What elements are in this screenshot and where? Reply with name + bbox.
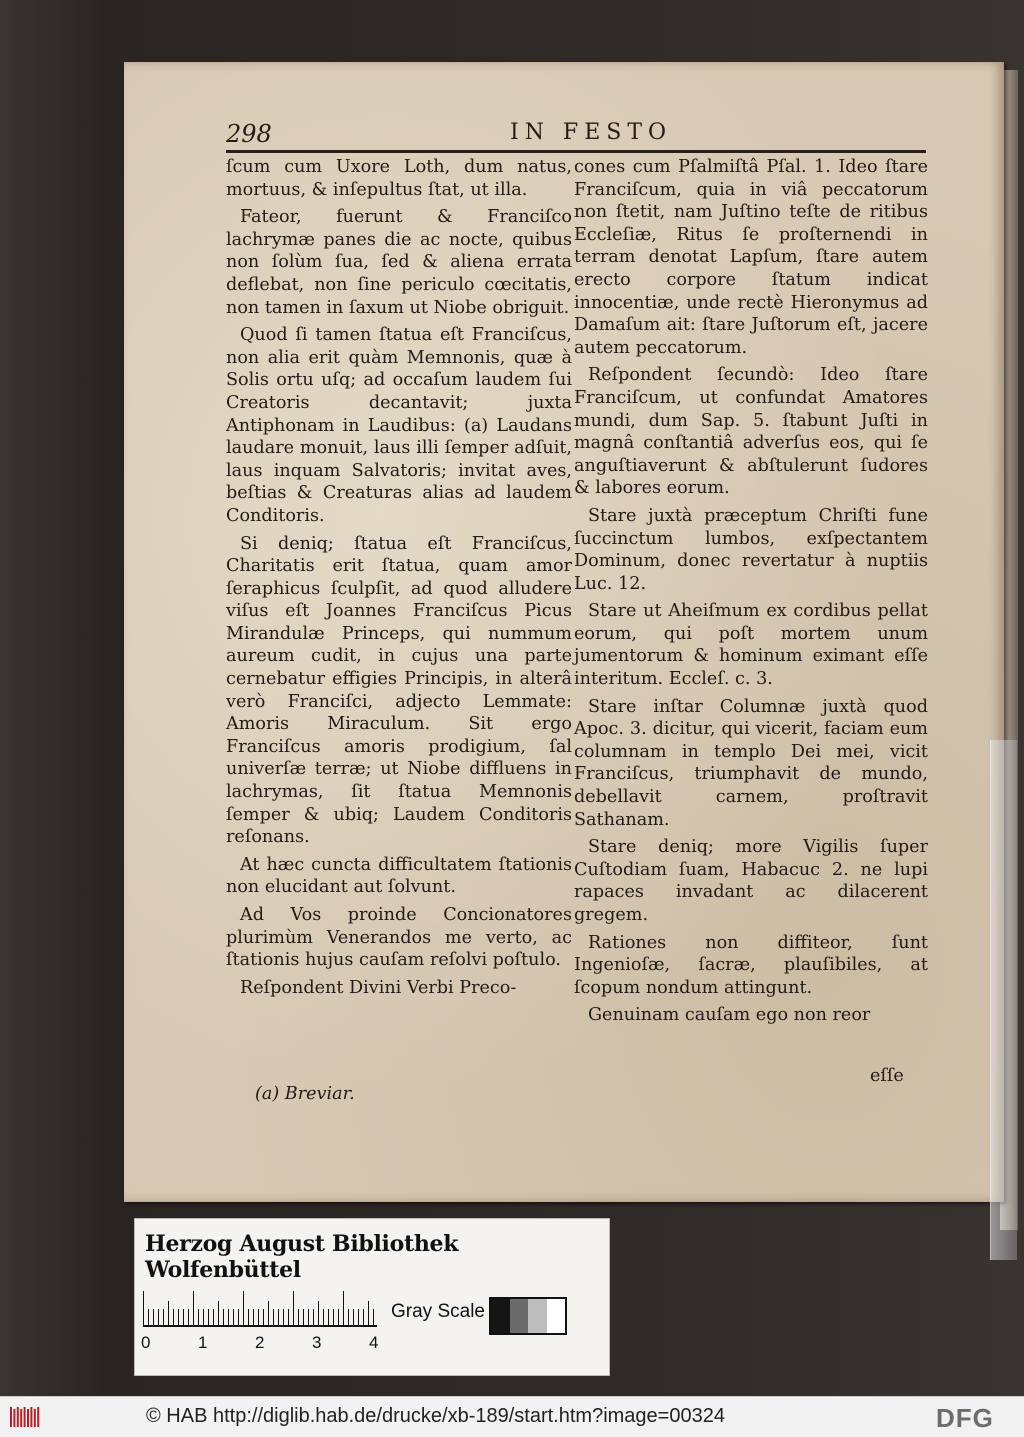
ruler-tick	[358, 1309, 359, 1325]
ruler-number: 0	[141, 1333, 151, 1352]
ruler-tick	[343, 1291, 344, 1325]
footer-bar	[0, 1396, 1024, 1437]
ruler-tick	[198, 1309, 199, 1325]
scale-ruler	[143, 1291, 377, 1327]
paragraph: At hæc cuncta difficultatem ſtationis non elucidant aut ſolvunt.	[226, 854, 572, 898]
ruler-tick	[298, 1309, 299, 1325]
ruler-tick	[213, 1309, 214, 1325]
paragraph: Reſpondent Divini Verbi Preco-	[240, 977, 517, 998]
ruler-tick	[328, 1309, 329, 1325]
hab-logo-bar	[24, 1407, 26, 1427]
hab-logo-bar	[27, 1409, 29, 1427]
ruler-number: 2	[255, 1333, 265, 1352]
ruler-tick	[278, 1309, 279, 1325]
ruler-tick	[268, 1301, 269, 1325]
ruler-tick	[203, 1309, 204, 1325]
ruler-tick	[303, 1309, 304, 1325]
header-rule	[226, 150, 926, 153]
paragraph: cones cum Pſalmiſtâ Pſal. 1. Ideo ſtare Franciſcum, quia in viâ peccatorum non ſtetit, nam Juſtino teſte de ritibus Eccleſiæ, Ritus ſe proſternendi in terram denotat Lapſum, ſtare autem erecto corpore ſtatum indicat innocentiæ, unde rectè Hieronymus ad Damaſum ait: ſtare Juſtorum eſt, jacere autem peccatorum.	[574, 157, 928, 358]
library-name: Herzog August Bibliothek Wolfenbüttel	[145, 1231, 459, 1283]
ruler-tick	[323, 1309, 324, 1325]
hab-logo-bar	[34, 1409, 36, 1427]
ruler-number: 4	[369, 1333, 379, 1352]
hab-logo-bar	[10, 1407, 12, 1427]
ruler-tick	[173, 1309, 174, 1325]
right-column	[574, 156, 928, 1032]
paragraph: Genuinam cauſam ego non reor	[588, 1005, 871, 1026]
ruler-tick	[168, 1301, 169, 1325]
paragraph: Stare ut Aheiſmum ex cordibus pellat eorum, qui poſt mortem unum jumentorum & hominum eximant eſſe interitum. Eccleſ. c. 3.	[574, 601, 928, 690]
hab-logo-bar	[17, 1407, 19, 1427]
ruler-tick	[363, 1309, 364, 1325]
running-head	[226, 116, 926, 150]
gray-swatch	[510, 1299, 529, 1333]
paragraph: Si deniq; ſtatua eſt Franciſcus, Charitatis erit ſtatua, quam amor ſeraphicus ſculpſit, ad quod alludere viſus eſt Joannes Franciſcus Picus Mirandulæ Princeps, qui nummum aureum cudit, in cujus una parte cernebatur effigies Principis, in alterâ verò Franciſci, adjecto Lemmate: Amoris Miraculum. Sit ergo Franciſcus amoris prodigium, ſal univerſæ terræ; ut Niobe diffluens in lachrymas, ſit ſtatua Memnonis ſemper & ubiq; Laudem Conditoris reſonans.	[226, 533, 572, 848]
ruler-tick	[353, 1309, 354, 1325]
gray-swatch	[491, 1299, 510, 1333]
hab-logo-icon	[8, 1405, 42, 1429]
dfg-logo: DFG	[936, 1403, 994, 1433]
paragraph: Stare inſtar Columnæ juxtà quod Apoc. 3. dicitur, qui vicerit, faciam eum columnam in templo Dei mei, vicit Franciſcus, triumphavit de mundo, debellavit carnem, proſtravit Sathanam.	[574, 696, 928, 830]
ruler-tick	[253, 1309, 254, 1325]
ruler-tick	[163, 1309, 164, 1325]
ruler-tick	[333, 1309, 334, 1325]
ruler-tick	[143, 1291, 144, 1325]
paragraph: Reſpondent ſecundò: Ideo ſtare Franciſcum, ut confundat Amatores mundi, dum Sap. 5. ſtabunt Juſti in magnâ conſtantiâ adverſus eos, qui ſe anguſtiaverunt & abſtulerunt ſudores & labores eorum.	[574, 365, 928, 499]
footer-copyright-link[interactable]: © HAB http://diglib.hab.de/drucke/xb-189/start.htm?image=00324	[146, 1405, 725, 1427]
hab-logo-bar	[20, 1409, 22, 1427]
paragraph: Rationes non diffiteor, ſunt Ingenioſæ, ſacræ, plauſibiles, at ſcopum nondum attingunt.	[574, 932, 928, 998]
ruler-tick	[283, 1309, 284, 1325]
ruler-tick	[228, 1309, 229, 1325]
paragraph: Fateor, fuerunt & Franciſco lachrymæ panes die ac nocte, quibus non ſolùm ſua, ſed & aliena errata deflebat, non ſine periculo cœcitatis, non tamen in ſaxum ut Niobe obriguit.	[226, 207, 572, 318]
ruler-tick	[178, 1309, 179, 1325]
ruler-tick	[273, 1309, 274, 1325]
ruler-tick	[308, 1309, 309, 1325]
ruler-tick	[248, 1309, 249, 1325]
running-title: IN FESTO	[510, 120, 673, 145]
hab-logo-bar	[30, 1407, 32, 1427]
ruler-tick	[288, 1309, 289, 1325]
page-number: 298	[226, 120, 272, 148]
glass-clip	[990, 740, 1017, 1260]
gray-swatch	[547, 1299, 566, 1333]
ruler-tick	[218, 1301, 219, 1325]
ruler-number: 1	[198, 1333, 208, 1352]
footnote: (a) Breviar.	[255, 1084, 355, 1104]
paragraph: Stare juxtà præceptum Chriſti fune ſuccinctum lumbos, exſpectantem Dominum, donec revertatur à nuptiis Luc. 12.	[574, 505, 928, 594]
ruler-tick	[373, 1309, 374, 1325]
paragraph: Quod ſi tamen ſtatua eſt Franciſcus, non alia erit quàm Memnonis, quæ à Solis ortu uſq; ad occaſum laudem ſui Creatoris decantavit; juxta Antiphonam in Laudibus: (a) Laudans laudare monuit, laus illi ſemper adſuit, laus inquam Salvatoris; invitat aves, beſtias & Creaturas alias ad laudem Conditoris.	[226, 325, 572, 526]
left-column	[226, 156, 572, 1004]
ruler-tick	[348, 1309, 349, 1325]
ruler-tick	[193, 1291, 194, 1325]
hab-logo-bar	[13, 1409, 15, 1427]
paragraph: Ad Vos proinde Concionatores plurimùm Venerandos me verto, ac ſtationis hujus cauſam reſolvi poſtulo.	[226, 905, 572, 971]
ruler-tick	[313, 1309, 314, 1325]
ruler-tick	[238, 1309, 239, 1325]
ruler-tick	[153, 1309, 154, 1325]
ruler-tick	[188, 1309, 189, 1325]
gray-scale-swatches	[489, 1297, 567, 1335]
ruler-tick	[148, 1309, 149, 1325]
ruler-tick	[338, 1309, 339, 1325]
ruler-tick	[293, 1291, 294, 1325]
gray-scale-label: Gray Scale	[391, 1301, 485, 1322]
hab-logo-bar	[37, 1407, 39, 1427]
gray-swatch	[528, 1299, 547, 1333]
ruler-tick	[258, 1309, 259, 1325]
ruler-tick	[263, 1309, 264, 1325]
paragraph: ſcum cum Uxore Loth, dum natus, mortuus, & inſepultus ſtat, ut illa.	[226, 157, 572, 200]
ruler-tick	[368, 1301, 369, 1325]
ruler-tick	[243, 1291, 244, 1325]
library-label-card	[134, 1218, 610, 1376]
ruler-tick	[233, 1309, 234, 1325]
ruler-tick	[158, 1309, 159, 1325]
ruler-tick	[223, 1309, 224, 1325]
ruler-tick	[318, 1301, 319, 1325]
catchword: eſſe	[870, 1066, 904, 1086]
ruler-numbers	[141, 1333, 391, 1357]
ruler-tick	[183, 1309, 184, 1325]
ruler-number: 3	[312, 1333, 322, 1352]
paragraph: Stare deniq; more Vigilis ſuper Cuſtodiam ſuam, Habacuc 2. ne lupi rapaces invadant ac dilacerent gregem.	[574, 837, 928, 925]
ruler-tick	[208, 1309, 209, 1325]
